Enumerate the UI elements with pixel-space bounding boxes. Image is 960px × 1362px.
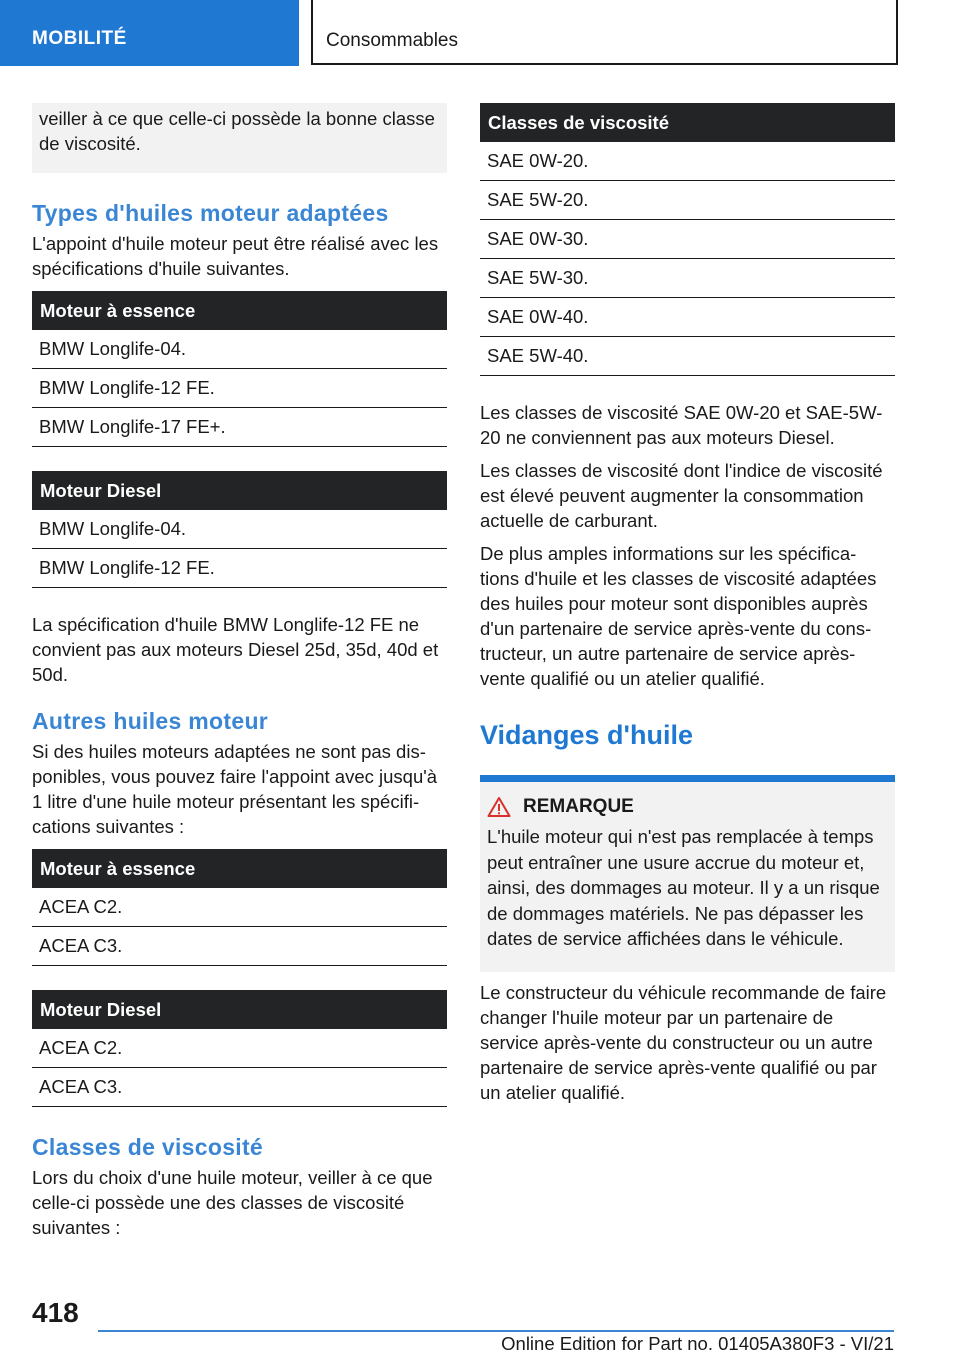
viscosity-heading: Classes de viscosité — [32, 1134, 264, 1160]
oil-change-heading: Vidanges d'huile — [480, 720, 693, 750]
table-cell: SAE 0W-30. — [480, 220, 895, 259]
other-oils-heading: Autres huiles moteur — [32, 708, 269, 734]
table-cell: ACEA C2. — [32, 1029, 447, 1068]
other-oils-text: Si des huiles moteurs adaptées ne sont pas dis-ponibles, vous pouvez faire l'appoint avec jusqu'à 1 litre d'une huile moteur présentant les spécifi-cations suivantes : — [32, 741, 438, 837]
table-diesel-acea — [32, 990, 447, 1107]
table-header: Moteur à essence — [32, 291, 447, 330]
continued-note-box — [32, 103, 447, 173]
notice-box — [480, 782, 895, 972]
table-cell: BMW Longlife-12 FE. — [32, 369, 447, 408]
table-cell: BMW Longlife-12 FE. — [32, 549, 447, 588]
section-title: MOBILITÉ — [32, 28, 127, 49]
table-petrol-longlife — [32, 291, 447, 447]
types-heading: Types d'huiles moteur adaptées — [32, 200, 389, 226]
table-cell: BMW Longlife-04. — [32, 330, 447, 369]
continued-note-text: veiller à ce que celle-ci possède la bonne classe de viscosité. — [39, 108, 435, 154]
table-row — [480, 337, 895, 376]
viscosity-note-3: De plus amples informations sur les spécifica-tions d'huile et les classes de viscosité adaptées des huiles pour moteur sont disponibles auprès d'un partenaire de service après-vente du cons-tructeur, un autre partenaire de service après-vente qualifié ou un atelier qualifié. — [480, 543, 877, 689]
table-header: Moteur à essence — [32, 849, 447, 888]
table-header: Moteur Diesel — [32, 990, 447, 1029]
table-row — [32, 549, 447, 588]
table-cell: SAE 5W-40. — [480, 337, 895, 376]
table-row — [480, 220, 895, 259]
types-text: L'appoint d'huile moteur peut être réalisé avec les spécifications d'huile suivantes. — [32, 233, 439, 279]
table-row — [480, 298, 895, 337]
table-petrol-acea — [32, 849, 447, 966]
table-cell: SAE 0W-20. — [480, 142, 895, 181]
right-column — [480, 103, 895, 1105]
left-column — [32, 103, 447, 1240]
table-header: Moteur Diesel — [32, 471, 447, 510]
page-number: 418 — [32, 1297, 79, 1328]
notice-text: L'huile moteur qui n'est pas remplacée à temps peut entraîner une usure accrue du moteur et, ainsi, des dommages au moteur. Il y a un risque de dommages matériels. Ne pas dépasser les dates de service affichées dans le véhicule. — [487, 826, 880, 949]
table-row — [32, 888, 447, 927]
table-row — [32, 330, 447, 369]
table-cell: SAE 5W-20. — [480, 181, 895, 220]
viscosity-note-2: Les classes de viscosité dont l'indice de viscosité est élevé peuvent augmenter la consommation actuelle de carburant. — [480, 460, 883, 531]
table-cell: ACEA C3. — [32, 927, 447, 966]
heading-rule — [480, 775, 895, 782]
table-cell: SAE 5W-30. — [480, 259, 895, 298]
table-row — [32, 369, 447, 408]
table-row — [32, 1068, 447, 1107]
notice-title-text: REMARQUE — [523, 796, 634, 817]
viscosity-text: Lors du choix d'une huile moteur, veiller à ce que celle-ci possède une des classes de viscosité suivantes : — [32, 1167, 433, 1238]
table-cell: BMW Longlife-04. — [32, 510, 447, 549]
table-cell: ACEA C2. — [32, 888, 447, 927]
notice-title — [487, 796, 887, 818]
footer-rule — [98, 1330, 894, 1332]
table-viscosity-classes — [480, 103, 895, 376]
spec-note: La spécification d'huile BMW Longlife-12 FE ne convient pas aux moteurs Diesel 25d, 35d, 40d et 50d. — [32, 614, 439, 685]
chapter-title: Consommables — [326, 30, 458, 51]
table-cell: ACEA C3. — [32, 1068, 447, 1107]
table-diesel-longlife — [32, 471, 447, 588]
section-tab — [0, 0, 299, 66]
table-row — [480, 181, 895, 220]
table-row — [480, 142, 895, 181]
table-header: Classes de viscosité — [480, 103, 895, 142]
table-row — [32, 927, 447, 966]
chapter-tab — [311, 0, 898, 65]
table-cell: BMW Longlife-17 FE+. — [32, 408, 447, 447]
table-row — [480, 259, 895, 298]
table-row — [32, 510, 447, 549]
table-row — [32, 408, 447, 447]
footer-edition: Online Edition for Part no. 01405A380F3 - VI/21 — [501, 1333, 894, 1354]
oil-change-text: Le constructeur du véhicule recommande de faire changer l'huile moteur par un partenaire de service après-vente du constructeur ou un autre partenaire de service après-vente qualifié ou par un atelier qualifié. — [480, 981, 887, 1103]
viscosity-note-1: Les classes de viscosité SAE 0W-20 et SAE-5W-20 ne conviennent pas aux moteurs Diesel. — [480, 402, 883, 448]
table-row — [32, 1029, 447, 1068]
table-cell: SAE 0W-40. — [480, 298, 895, 337]
warning-triangle-icon — [487, 796, 511, 818]
